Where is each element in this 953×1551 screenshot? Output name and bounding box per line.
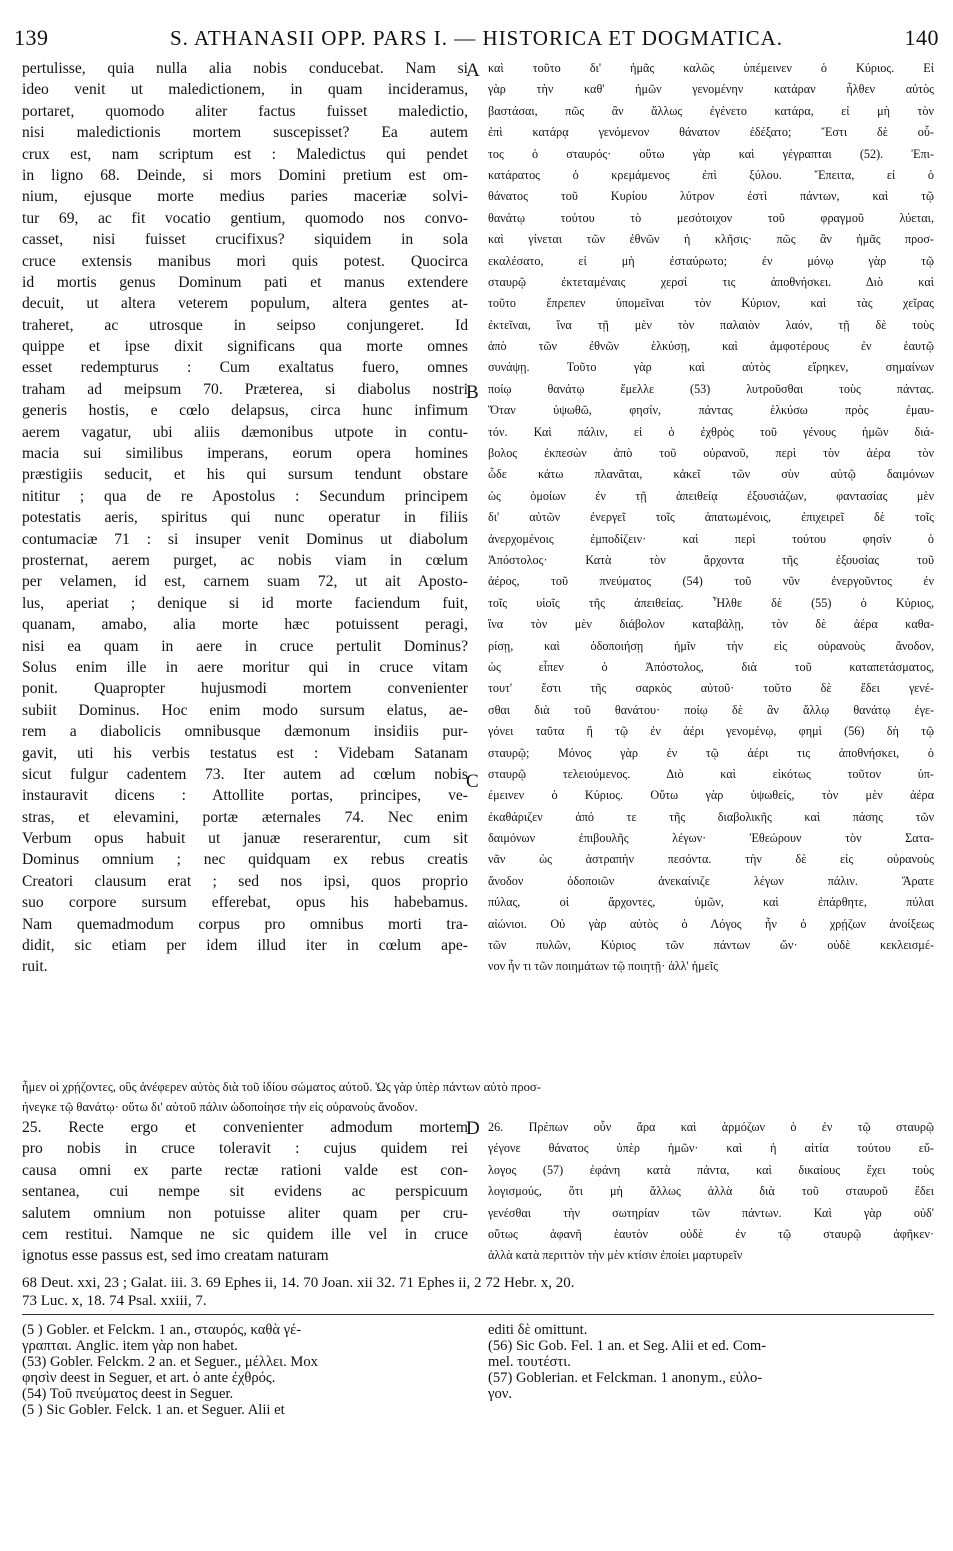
greek-line: ήνεγκε τῷ θανάτῳ· οὕτω δι' αὐτοῦ πάλιν ὡδοποίησε τὴν εἰς οὐρανοὺς ἄνοδον. — [22, 1100, 418, 1114]
latin-line: salutem omnium non potuisse aliter quam per cru- — [22, 1204, 468, 1222]
greek-line: τουτ' ἔστι τῆς σαρκὸς αὐτοῦ· τοῦτο δὲ ἔδει γενέ- — [488, 681, 934, 696]
greek-line: Ἀπόστολος· Κατὰ τὸν ἄρχοντα τῆς ἐξουσίας τοῦ — [488, 552, 934, 567]
latin-line: potestatis aeris, spiritus qui nunc operatur in filiis — [22, 509, 468, 527]
latin-line: Creatori clausum erat ; sed nos ipsi, quos proprio — [22, 872, 468, 890]
greek-line: ὧδε κάτω πλανᾶται, κἀκεῖ τῶν σὺν αὐτῷ δαιμόνων — [488, 467, 934, 482]
greek-line: θάνατος τοῦ Κυρίου λύτρον ἐστὶ πάντων, καὶ τῷ — [488, 189, 934, 204]
greek-line: ἀλλὰ κατὰ περιττὸν τὴν μὲν κτίσιν ἐποίει μαρτυρεῖν — [488, 1248, 743, 1263]
latin-line: Verbum opus habuit ut januæ reserarentur, cum sit — [22, 830, 468, 848]
latin-line: nititur ; qua de re Apostolus : Secundum principem — [22, 487, 468, 505]
latin-line: id mortis genus Dominum pati et manus extendere — [22, 273, 468, 291]
greek-line: ποίῳ θανάτῳ ἔμελλε (53) λυτροῦσθαι τοὺς πάντας. — [488, 381, 934, 396]
greek-line: ἐκτεῖναι, ἵνα τῇ μὲν τὸν παλαιὸν λαόν, τῇ δὲ τοὺς — [488, 317, 934, 332]
latin-line: traham ad meipsum 70. Præterea, si diabolus nostri — [22, 380, 468, 398]
greek-line: Ὅταν ὑψωθῶ, φησίν, πάντας ἑλκύσω πρὸς ἐμαυ- — [488, 403, 934, 418]
greek-line: έμεινεν ὁ Κύριος. Οὕτω γὰρ ὑψωθείς, τὸν μὲν ἀέρα — [488, 788, 934, 803]
greek-line: βαστάσαι, πῶς ἂν ἄλλως ἐγένετο κατάρα, εἰ μὴ τὸν — [488, 103, 934, 118]
latin-line: contumaciæ 71 : si insuper venit Dominus ut diabolum — [22, 530, 468, 548]
footnote-line: mel. τουτέστι. — [488, 1354, 571, 1370]
latin-line: crux est, nam scriptum est : Maledictus qui pendet — [22, 145, 468, 163]
greek-line: γόνει ταῦτα ἢ τῷ ἐν ἀέρι γενομένῳ, φημὶ (56) δὴ τῷ — [488, 724, 934, 739]
margin-marker-b: B — [466, 382, 479, 403]
latin-line: portaret, quomodo aliter factus fuisset maledictio, — [22, 102, 468, 120]
latin-line: rem a diabolicis omnibusque dæmonum insidiis pur- — [22, 723, 468, 741]
latin-column-top — [22, 58, 468, 978]
latin-line: Nam quemadmodum corpus pro omnibus morti tra- — [22, 915, 468, 933]
footnote-line: editi δὲ omittunt. — [488, 1322, 588, 1338]
citation-line: 73 Luc. x, 18. 74 Psal. xxiii, 7. — [22, 1293, 207, 1309]
greek-line: νᾶν ὡς ἀστραπὴν πεσόντα. τὴν δὲ εἰς οὐρανοὺς — [488, 852, 934, 867]
greek-line: οὕτως ἀφανῆ ἑαυτὸν οὐδὲ ἐν τῷ σταυρῷ ἀφῆκεν· — [488, 1226, 934, 1241]
greek-line: λογος (57) ἐφάνη κατὰ πάντα, καὶ δικαίους ἔχει τοὺς — [488, 1162, 934, 1177]
page-number-right: 140 — [904, 25, 939, 50]
greek-line: σταυρῷ; Μόνος γὰρ ἐν τῷ ἀέρι τις ἀποθνήσκει, ὁ — [488, 745, 934, 760]
latin-line: subiit Dominus. Hoc enim modo sursum elatus, ae- — [22, 701, 468, 719]
running-title: S. ATHANASII OPP. PARS I. — HISTORICA ET DOGMATICA. — [169, 25, 784, 50]
footnote-line: γραπται. Anglic. item γὰρ non habet. — [22, 1338, 238, 1354]
greek-line: πύλας, οἱ ἄρχοντες, ὑμῶν, καὶ ἐπάρθητε, πύλαι — [488, 895, 934, 910]
greek-full-width — [22, 1077, 934, 1117]
latin-line: quanam, amabo, alia morte hæc potuissent peragi, — [22, 616, 468, 634]
greek-line: θανάτῳ τούτου τὸ μεσότοιχον τοῦ φραγμοῦ λύεται, — [488, 210, 934, 225]
greek-line: ἀνερχομένοις ἐμποδίζειν· καὶ περὶ τούτου φησὶν ὁ — [488, 531, 934, 546]
latin-line: nisi ea quam in aere in cruce pertulit Dominus? — [22, 637, 468, 655]
footnote-line: (56) Sic Gob. Fel. 1 an. et Seg. Alii et ed. Com- — [488, 1338, 767, 1354]
latin-line: nisi maledictionis mortem suscepisset? Ea autem — [22, 124, 468, 142]
greek-line: νον ἦν τι τῶν ποιημάτων τῷ ποιητῇ· ἀλλ' ἡμεῖς — [488, 959, 718, 974]
greek-line: σταυρῷ τελειούμενος. Διὸ καὶ εἰκότως τοῦτον ὑπ- — [488, 766, 934, 781]
footnote-line: φησὶν deest in Seguer, et art. ὁ ante ἐχθρός. — [22, 1370, 276, 1386]
greek-line: τοῖς υἱοῖς τῆς ἀπειθείας. Ἦλθε δὲ (55) ὁ Κύριος, — [488, 595, 934, 610]
greek-line: καὶ γίνεται τῶν ἐθνῶν ἡ κλῆσις· πῶς ἂν ἡμᾶς προσ- — [488, 232, 934, 247]
greek-line: ἄνοδον ὁδοποιῶν ἀνεκαίνιζε λέγων πάλιν. Ἄρατε — [488, 873, 934, 888]
latin-line: macia sui similibus imperans, eorum opera homines — [22, 445, 468, 463]
greek-line: σθαι διὰ τοῦ θανάτου· ποίῳ δὲ ἂν ἄλλῳ θανάτῳ ἐγε- — [488, 702, 934, 717]
variant-notes-left — [22, 1322, 468, 1418]
greek-line: γὰρ τὴν καθ' ἡμῶν γενομένην κατάραν ἦλθεν αὐτὸς — [488, 82, 934, 97]
latin-line: gavit, uti his verbis testatus est : Videbam Satanam — [22, 744, 468, 762]
greek-line: τοῦτο ἔπρεπεν ὑπομεῖναι τὸν Κύριον, καὶ τὰς χεῖρας — [488, 296, 934, 311]
latin-line: in ligno 68. Deinde, si mors Domini pretium est om- — [22, 166, 468, 184]
greek-line: βολος ἐκπεσὼν ἀπὸ τοῦ οὐρανοῦ, περὶ τὸν ἀέρα τὸν — [488, 446, 934, 461]
latin-line: sentanea, cui nempe sit evidens ac perspicuum — [22, 1183, 468, 1201]
greek-line: ὡς ὁμοίων ἐν τῇ ἀπειθείᾳ ἐξουσιάζων, φαντασίας μὲν — [488, 488, 934, 503]
greek-column-bottom — [488, 1117, 934, 1267]
greek-line: ὡς εἶπεν ὁ Ἀπόστολος, διὰ τοῦ καταπετάσματος, — [488, 659, 934, 674]
latin-line: ignotus esse passus est, sed imo creatam naturam — [22, 1247, 329, 1265]
greek-line: λογισμούς, ὅτι μὴ ἄλλως ἀλλὰ διὰ τοῦ σταυροῦ ἔδει — [488, 1184, 934, 1199]
greek-line: 26. Πρέπων οὖν ἄρα καὶ ἁρμόζων ὁ ἐν τῷ σταυρῷ — [488, 1120, 934, 1134]
latin-line: per velamen, id est, carnem suam 72, ut ait Aposto- — [22, 573, 468, 591]
latin-line: casset, nisi fuisset crucifixus? siquidem in sola — [22, 231, 468, 249]
latin-line: causa omni ex parte rectæ rationi valde est con- — [22, 1161, 468, 1179]
greek-line: ἵνα τὸν μὲν διάβολον καταβάλῃ, τὸν δὲ ἀέρα καθα- — [488, 617, 934, 632]
footnote-line: γον. — [488, 1386, 512, 1402]
greek-line: σταυρῷ ἐκτεταμέναις χερσί τις ἀποθνήσκει. Διὸ καὶ — [488, 274, 934, 289]
latin-line: Solus enim ille in aere moritur qui in cruce vitam — [22, 658, 468, 676]
latin-line: præstigiis seducit, et his qui sursum tendunt obstare — [22, 466, 468, 484]
greek-line: τος ὁ σταυρός· οὕτω γὰρ καὶ γέγραπται (52). Ἐπι- — [488, 146, 934, 161]
latin-line: pro nobis in cruce toleravit : cujus quidem rei — [22, 1140, 468, 1158]
latin-line: lus, aperiat ; denique si id morte faciendum fuit, — [22, 594, 468, 612]
greek-line: αἰώνιοι. Οὐ γὰρ αὐτὸς ὁ Λόγος ἦν ὁ χρῄζων ἀνοίξεως — [488, 916, 934, 931]
greek-line: ρίσῃ, καὶ ὁδοποιήσῃ ἡμῖν τὴν εἰς οὐρανοὺς ἄνοδον, — [488, 638, 934, 653]
greek-line: τόν. Καὶ πάλιν, εἰ ὁ ἐχθρὸς τοῦ γένους ἡμῶν διά- — [488, 424, 934, 439]
latin-column-bottom — [22, 1117, 468, 1267]
footnote-line: (5 ) Gobler. et Felckm. 1 an., σταυρός, καθὰ γέ- — [22, 1322, 302, 1338]
greek-line: ἀέρος, τοῦ πνεύματος (54) τοῦ νῦν ἐνεργοῦντος ἐν — [488, 574, 934, 589]
latin-line: aerem vagatur, ubi aliis dæmonibus utpote in contu- — [22, 423, 468, 441]
latin-line: decuit, ut altera veterem populum, altera gentes at- — [22, 295, 468, 313]
greek-line: κατάρατος ὁ κρεμάμενος ἐπὶ ξύλου. Ἔπειτα, εἰ ὁ — [488, 167, 934, 182]
latin-line: suo corpore sursum efferebat, opus his habebamus. — [22, 894, 468, 912]
latin-line: cruce extensis manibus mori quis potest. Quocirca — [22, 252, 468, 270]
latin-line: pertulisse, quia nulla alia nobis conducebat. Nam si — [22, 60, 468, 77]
greek-line: καὶ τοῦτο δι' ἡμᾶς καλῶς ὑπέμεινεν ὁ Κύριος. Εἰ — [488, 61, 934, 75]
margin-marker-a: A — [466, 60, 480, 81]
latin-line: 25. Recte ergo et convenienter admodum mortem — [22, 1119, 468, 1136]
latin-line: ideo venit ut maledictionem, in quam incideramus, — [22, 81, 468, 99]
latin-line: tur 69, ac fit vocatio gentium, quomodo nos convo- — [22, 209, 468, 227]
latin-line: cem restitui. Namque ne sic quidem ille vel in cruce — [22, 1225, 468, 1243]
greek-line: ἦμεν οἱ χρῄζοντες, οὓς ἀνέφερεν αὐτὸς διὰ τοῦ ἰδίου σώματος αὐτοῦ. Ὡς γὰρ ὑπὲρ πάντων αὐτὸ προσ- — [22, 1080, 541, 1094]
footnote-line: (54) Τοῦ πνεύματος deest in Seguer. — [22, 1386, 234, 1402]
greek-line: δι' αὐτῶν ἐνεργεῖ τοῖς ἀπατωμένοις, ἐπιχειρεῖ δὲ τοῖς — [488, 510, 934, 525]
greek-line: γενέσθαι τὴν σωτηρίαν τῶν πάντων. Καὶ γὰρ οὐδ' — [488, 1205, 934, 1220]
footnote-rule — [22, 1314, 934, 1315]
latin-line: nium, ejusque morte medius paries maceriæ solvi- — [22, 188, 468, 206]
greek-line: γέγονε θάνατος ὑπὲρ ἡμῶν· καὶ ἡ αἰτία τούτου εὔ- — [488, 1141, 934, 1156]
greek-line: ἐκαθάριζεν ἀπό τε τῆς διαβολικῆς καὶ πάσης τῶν — [488, 809, 934, 824]
greek-column-top — [488, 58, 934, 978]
footnote-line: (57) Goblerian. et Felckman. 1 anonym., εὐλο- — [488, 1370, 763, 1386]
greek-line: δαιμόνων ἐπιβουλῆς λέγων· Ἐθεώρουν τὸν Σατα- — [488, 831, 934, 846]
page-number-left: 139 — [14, 25, 49, 50]
latin-line: ponit. Quapropter hujusmodi mortem convenienter — [22, 680, 468, 698]
latin-line: stras, et elevamini, portæ æternales 74. Nec enim — [22, 808, 468, 826]
footnote-line: (53) Gobler. Felckm. 2 an. et Seguer., μέλλει. Mox — [22, 1354, 318, 1370]
page-header — [14, 22, 939, 54]
latin-line: prosternat, aerem purget, ac nobis viam in cœlum — [22, 551, 468, 569]
margin-marker-c: C — [466, 771, 479, 792]
latin-line: traheret, ac utrosque in seipso conjungeret. Id — [22, 316, 468, 334]
margin-marker-d: D — [466, 1118, 480, 1139]
greek-line: εκαλέσατο, εἰ μὴ ἐσταύρωτο; ἐν μόνῳ γὰρ τῷ — [488, 253, 934, 268]
latin-line: esset redempturus : Cum exaltatus fuero, omnes — [22, 359, 468, 377]
footnote-line: (5 ) Sic Gobler. Felck. 1 an. et Seguer. Alii et — [22, 1402, 285, 1418]
greek-line: συνάψῃ. Τοῦτο γὰρ καὶ αὐτὸς εἴρηκεν, σημαίνων — [488, 360, 934, 375]
greek-line: τῶν πυλῶν, Κύριος τῶν πάντων ὤν· οὐδὲ κεκλεισμέ- — [488, 938, 934, 953]
latin-line: didit, sic etiam per idem illud iter in cœlum ape- — [22, 937, 468, 955]
greek-line: ἐπὶ κατάρᾳ γενόμενον θάνατον ἐδέξατο; Ἔστι δὲ οὗ- — [488, 125, 934, 140]
citation-line: 68 Deut. xxi, 23 ; Galat. iii. 3. 69 Ephes ii, 14. 70 Joan. xii 32. 71 Ephes ii, 2 72 Hebr. x, 20. — [22, 1275, 575, 1291]
latin-line: Dominus omnium ; nec quidquam ex rebus creatis — [22, 851, 468, 869]
latin-line: ruit. — [22, 958, 48, 976]
latin-line: sicut fulgur cadentem 73. Iter autem ad cœlum nobis — [22, 765, 468, 783]
latin-line: generis hostis, e cœlo delapsus, circa hunc infimum — [22, 402, 468, 420]
variant-notes-right — [488, 1322, 934, 1402]
greek-line: ἀπὸ τῶν ἐθνῶν ἑλκύσῃ, καὶ ἀμφοτέρους ἐν ἑαυτῷ — [488, 339, 934, 354]
latin-line: quippe et ipse dixit significans qua morte omnes — [22, 338, 468, 356]
scripture-citations — [22, 1274, 934, 1310]
latin-line: instauravit dicens : Attollite portas, principes, ve- — [22, 787, 468, 805]
